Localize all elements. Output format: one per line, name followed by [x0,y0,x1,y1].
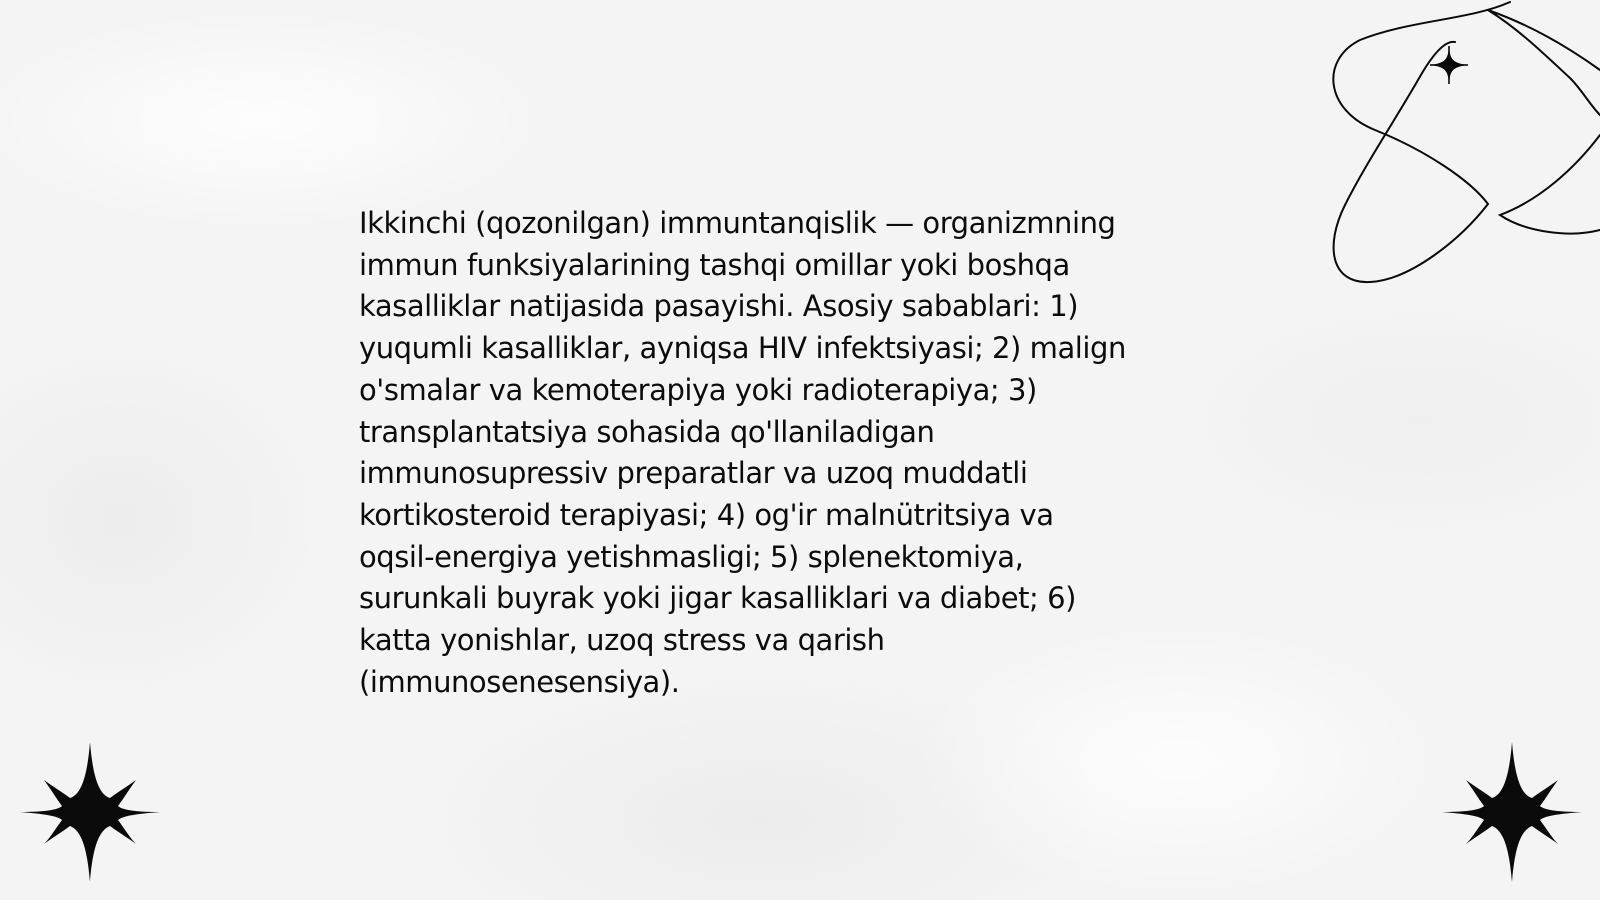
slide-body-text: Ikkinchi (qozonilgan) immuntanqislik — organizmning immun funksiyalarining tashqi omillar yoki boshqa kasalliklar natijasida pasayishi. Asosiy sabablari: 1) yuqumli kasalliklar, ayniqsa HIV infektsiyasi; 2) malign o'smalar va kemoterapiya yoki radioterapiya; 3) transplantatsiya sohasida qo'llaniladigan immunosupressiv preparatlar va uzoq muddatli kortikosteroid terapiyasi; 4) og'ir malnütritsiya va oqsil-energiya yetishmasligi; 5) splenektomiya, surunkali buyrak yoki jigar kasalliklari va diabet; 6) katta yonishlar, uzoq stress va qarish (immunosenesensiya). [359,206,1126,699]
sparkle-small-icon [1428,44,1470,86]
sparkle-star-icon [1440,740,1584,884]
sparkle-star-icon [18,740,162,884]
